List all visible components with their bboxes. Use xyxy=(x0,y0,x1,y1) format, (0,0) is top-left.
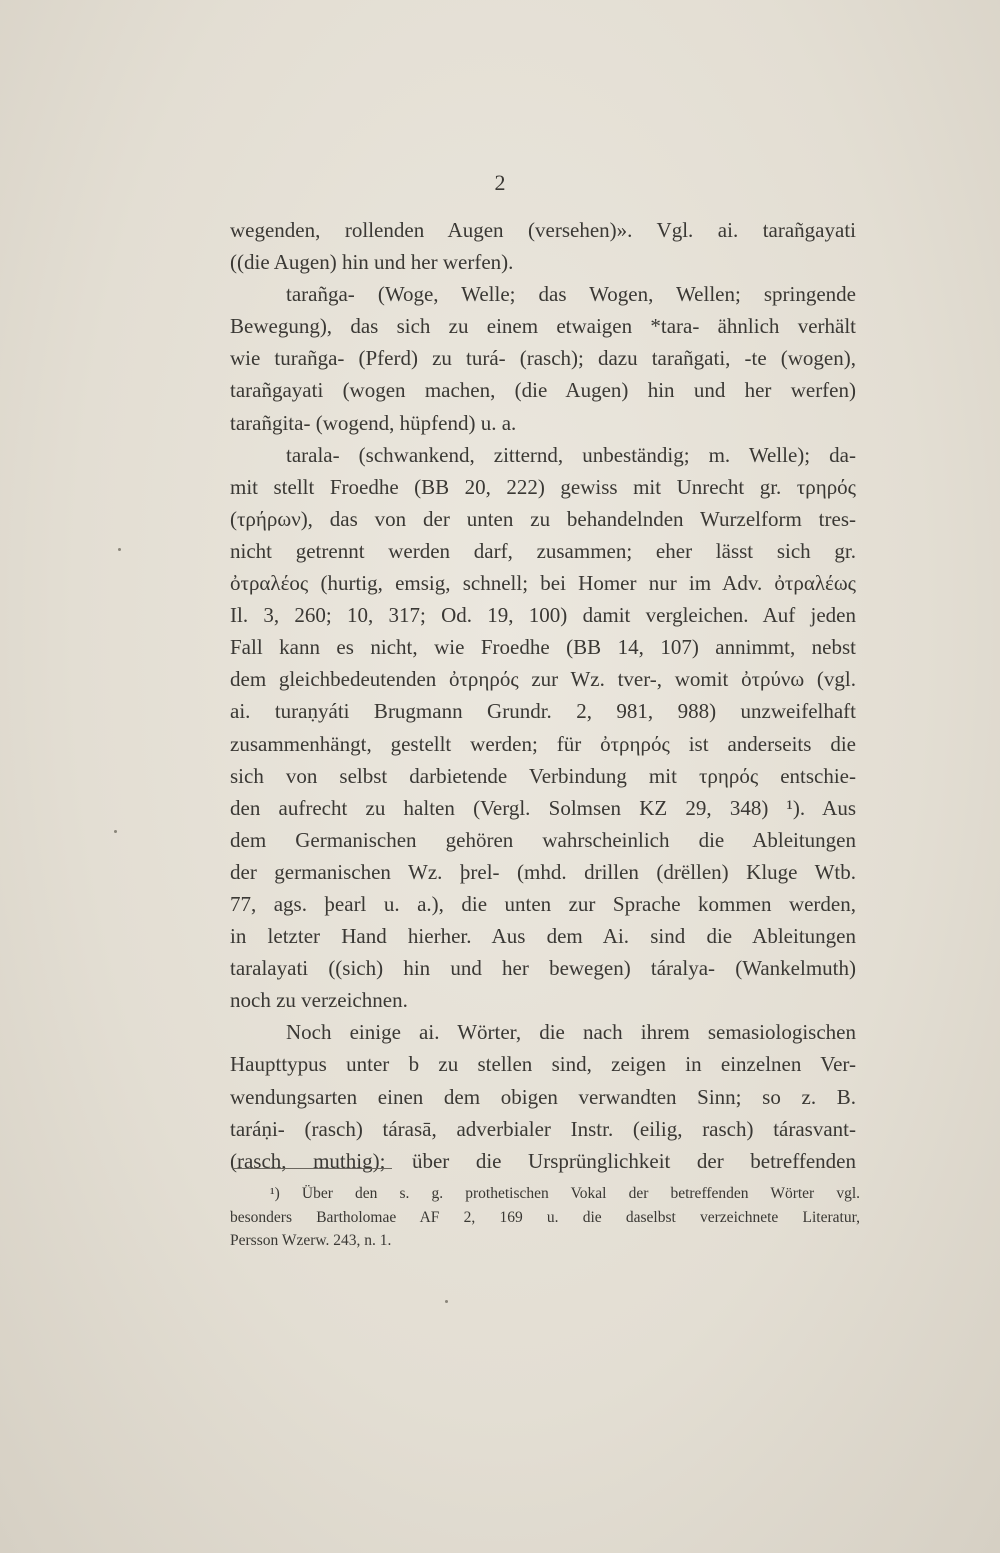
text-line: Il. 3, 260; 10, 317; Od. 19, 100) damit vergleichen. Auf jeden xyxy=(230,603,856,628)
paper-speck xyxy=(118,548,121,551)
text-line: dem Germanischen gehören wahrscheinlich die Ableitungen xyxy=(230,827,856,852)
footnote-divider xyxy=(232,1168,392,1169)
text-line: Bewegung), das sich zu einem etwaigen *tara- ähnlich verhält xyxy=(230,314,856,339)
text-line: Noch einige ai. Wörter, die nach ihrem semasiologischen xyxy=(286,1020,856,1045)
text-line: sich von selbst darbietende Verbindung mit τρηρός entschie- xyxy=(230,763,856,788)
text-line: noch zu verzeichnen. xyxy=(230,988,408,1013)
text-line: nicht getrennt werden darf, zusammen; eher lässt sich gr. xyxy=(230,538,856,563)
footnotes xyxy=(230,1182,860,1253)
text-line: mit stellt Froedhe (BB 20, 222) gewiss mit Unrecht gr. τρηρός xyxy=(230,474,856,499)
text-line: tarañga- (Woge, Welle; das Wogen, Wellen; springende xyxy=(286,282,856,307)
text-line: tarala- (schwankend, zitternd, unbeständig; m. Welle); da- xyxy=(286,442,856,467)
text-line: ὀτραλέος (hurtig, emsig, schnell; bei Homer nur im Adv. ὀτραλέως xyxy=(230,571,856,596)
text-line: wendungsarten einen dem obigen verwandten Sinn; so z. B. xyxy=(230,1084,856,1109)
body-text xyxy=(230,214,856,1177)
text-line: taralayati ((sich) hin und her bewegen) táralya- (Wankelmuth) xyxy=(230,956,856,981)
text-line: zusammenhängt, gestellt werden; für ὀτρηρός ist anderseits die xyxy=(230,731,856,756)
text-line: Fall kann es nicht, wie Froedhe (BB 14, 107) annimmt, nebst xyxy=(230,635,856,660)
text-line: wegenden, rollenden Augen (versehen)». Vgl. ai. tarañgayati xyxy=(230,218,856,242)
text-line: tarañgita- (wogend, hüpfend) u. a. xyxy=(230,410,517,435)
paper-speck xyxy=(114,830,117,833)
text-line: in letzter Hand hierher. Aus dem Ai. sind die Ableitungen xyxy=(230,924,856,949)
page-number: 2 xyxy=(494,170,506,195)
text-line: ai. turaṇyáti Brugmann Grundr. 2, 981, 988) unzweifelhaft xyxy=(230,699,856,724)
paper-speck xyxy=(445,1300,448,1303)
text-line: 77, ags. þearl u. a.), die unten zur Sprache kommen werden, xyxy=(230,891,856,916)
footnote-line: ¹) Über den s. g. prothetischen Vokal der betreffenden Wörter vgl. xyxy=(270,1185,860,1202)
text-line: der germanischen Wz. þrel- (mhd. drillen (drëllen) Kluge Wtb. xyxy=(230,859,856,884)
text-line: (τρήρων), das von der unten zu behandelnden Wurzelform tres- xyxy=(230,506,856,531)
text-line: Haupttypus unter b zu stellen sind, zeigen in einzelnen Ver- xyxy=(230,1052,856,1077)
text-line: den aufrecht zu halten (Vergl. Solmsen KZ 29, 348) ¹). Aus xyxy=(230,795,856,820)
text-line: taráṇi- (rasch) tárasā, adverbialer Instr. (eilig, rasch) tárasvant- xyxy=(230,1116,856,1141)
text-line: dem gleichbedeutenden ὀτρηρός zur Wz. tver-, womit ὀτρύνω (vgl. xyxy=(230,667,856,692)
text-line: wie turañga- (Pferd) zu turá- (rasch); dazu tarañgati, -te (wogen), xyxy=(230,346,856,371)
footnote-line: Persson Wzerw. 243, n. 1. xyxy=(230,1232,392,1249)
text-line: (rasch, muthig); über die Ursprünglichkeit der betreffenden xyxy=(230,1148,856,1173)
text-line: tarañgayati (wogen machen, (die Augen) hin und her werfen) xyxy=(230,378,856,403)
text-line: ((die Augen) hin und her werfen). xyxy=(230,250,514,275)
footnote-line: besonders Bartholomae AF 2, 169 u. die daselbst verzeichnete Literatur, xyxy=(230,1208,860,1226)
